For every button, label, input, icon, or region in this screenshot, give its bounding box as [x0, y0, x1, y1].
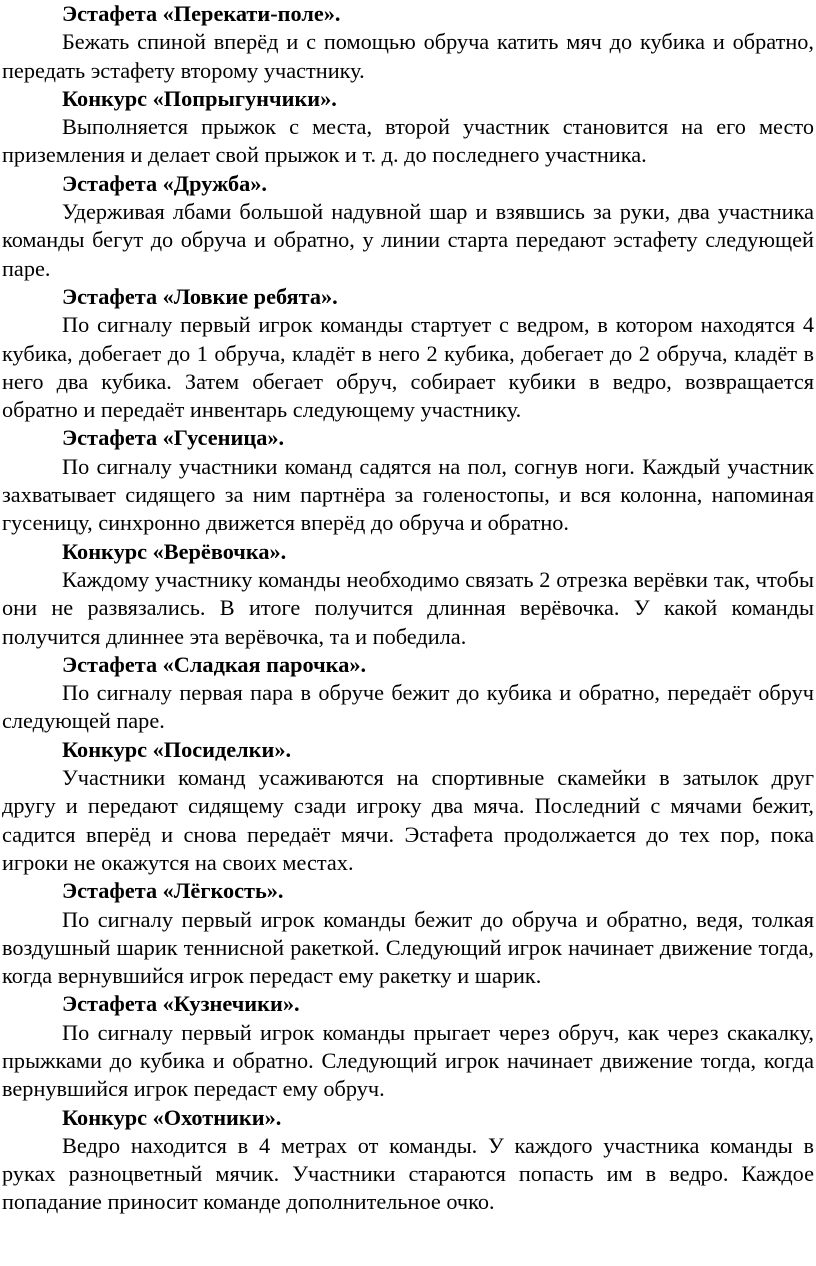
- section-text: По сигналу первый игрок команды прыгает через обруч, как через скакалку, прыжками до кубика и обратно. Следующий игрок начинает движение тогда, когда вернувшийся игрок передаст ему обруч.: [2, 1019, 814, 1102]
- section-text: По сигналу первый игрок команды стартует с ведром, в котором находятся 4 кубика, добегает до 1 обруча, кладёт в него 2 кубика, добегает до 2 обруча, кладёт в него два кубика. Затем обегает обруч, собирает кубики в ведро, возвращается обратно и передаёт инвентарь следующему участнику.: [2, 312, 814, 423]
- section-title: Эстафета «Лёгкость».: [62, 878, 284, 904]
- section-text: Участники команд усаживаются на спортивные скамейки в затылок друг другу и передают сидящему сзади игроку два мяча. Последний с мячами бежит, садится вперёд и снова передаёт мячи. Эстафета продолжается до тех пор, пока игроки не окажутся на своих местах.: [2, 765, 814, 875]
- section-title: Эстафета «Сладкая парочка».: [62, 651, 367, 677]
- section-title: Эстафета «Ловкие ребята».: [62, 283, 338, 309]
- section-title: Конкурс «Попрыгунчики».: [62, 85, 337, 111]
- section-text: Ведро находится в 4 метрах от команды. У каждого участника команды в руках разноцветный мячик. Участники стараются попасть им в ведро. Каждое попадание приносит команде дополнительное очко.: [2, 1132, 814, 1215]
- section-text: Выполняется прыжок с места, второй участник становится на его место приземления и делает свой прыжок и т. д. до последнего участника.: [2, 114, 814, 168]
- section-text: По сигналу участники команд садятся на пол, согнув ноги. Каждый участник захватывает сидящего за ним партнёра за голеностопы, и вся колонна, напоминая гусеницу, синхронно движется вперёд до обруча и обратно.: [2, 453, 814, 536]
- section-text: По сигналу первая пара в обруче бежит до кубика и обратно, передаёт обруч следующей паре.: [2, 680, 814, 734]
- section-text: Бежать спиной вперёд и с помощью обруча катить мяч до кубика и обратно, передать эстафету второму участнику.: [2, 29, 814, 83]
- section-title: Эстафета «Гусеница».: [62, 425, 285, 451]
- section-title: Конкурс «Охотники».: [62, 1104, 282, 1130]
- section-title: Конкурс «Верёвочка».: [62, 538, 287, 564]
- section-title: Эстафета «Кузнечики».: [62, 991, 300, 1017]
- section-text: Удерживая лбами большой надувной шар и взявшись за руки, два участника команды бегут до обруча и обратно, у линии старта передают эстафету следующей паре.: [2, 199, 814, 281]
- section-text: По сигналу первый игрок команды бежит до обруча и обратно, ведя, толкая воздушный шарик теннисной ракеткой. Следующий игрок начинает движение тогда, когда вернувшийся игрок передаст ему ракетку и шарик.: [2, 906, 814, 989]
- section-title: Эстафета «Перекати-поле».: [62, 1, 341, 26]
- section-text: Каждому участнику команды необходимо связать 2 отрезка верёвки так, чтобы они не развязались. В итоге получится длинная верёвочка. У какой команды получится длиннее эта верёвочка, та и победила.: [2, 566, 814, 649]
- section-title: Эстафета «Дружба».: [62, 170, 268, 196]
- section-title: Конкурс «Посиделки».: [62, 736, 292, 762]
